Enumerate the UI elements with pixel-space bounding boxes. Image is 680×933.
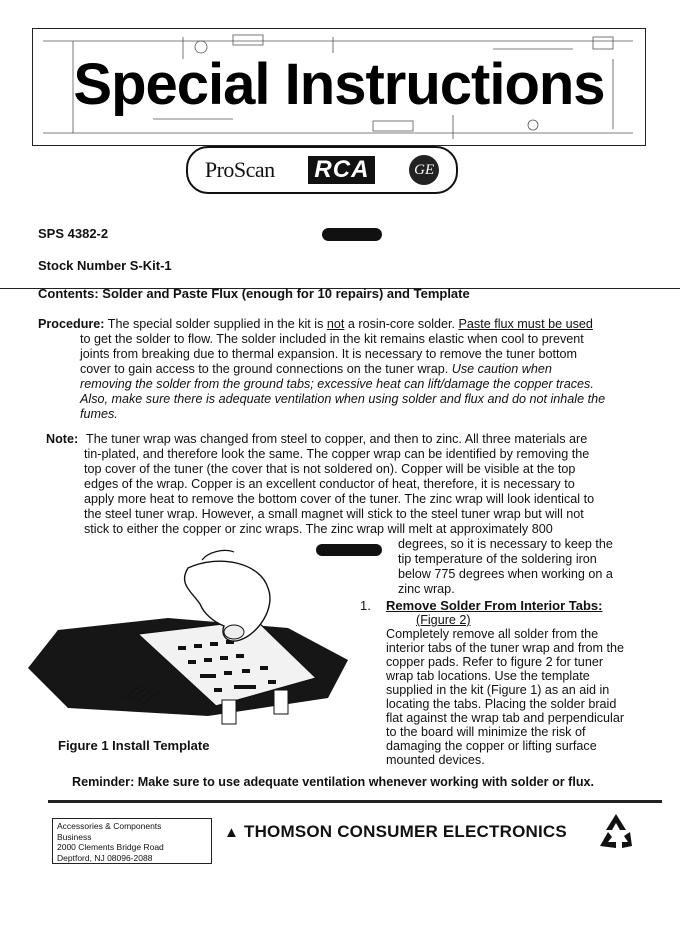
note-line: tin-plated, and therefore look the same. The copper wrap can be identified by removing the (84, 447, 590, 461)
note-line: top cover of the tuner (the cover that is not soldered on). Copper will be visible at the top (84, 462, 576, 476)
step-1-line: damaging the copper or lifting surface (386, 739, 597, 753)
step-1-line: mounted devices. (386, 753, 485, 767)
redaction-mark (322, 228, 382, 241)
header-banner (32, 28, 646, 146)
address-line: Accessories & Components (57, 821, 162, 831)
procedure-line-1: Procedure: The special solder supplied in the kit is not a rosin-core solder. Paste flux must be used (38, 317, 593, 331)
step-1-line: interior tabs of the tuner wrap and from the (386, 641, 625, 655)
step-1-line: Completely remove all solder from the (386, 627, 599, 641)
stock-number: Stock Number S-Kit-1 (38, 258, 172, 273)
figure-1-illustration (28, 548, 358, 738)
procedure-line: joints from breaking due to thermal expansion. It is necessary to remove the tuner bottom (80, 347, 578, 361)
recycle-icon (596, 812, 636, 850)
procedure-line: Also, make sure there is adequate ventilation when using solder and flux and do not inhale the (80, 392, 606, 406)
procedure-label: Procedure: (38, 317, 105, 331)
note-line: zinc wrap. (398, 582, 455, 596)
step-1-line: copper pads. Refer to figure 2 for tuner (386, 655, 604, 669)
address-line: Business (57, 831, 92, 842)
address-line: 2000 Clements Bridge Road (57, 842, 164, 852)
company-name: ▲ THOMSON CONSUMER ELECTRONICS (224, 822, 567, 841)
sps-number: SPS 4382-2 (38, 226, 109, 241)
step-1-line: to the board will minimize the risk of (386, 725, 586, 739)
step-1-figure-ref: (Figure 2) (416, 613, 471, 627)
procedure-line: to get the solder to flow. The solder included in the kit remains elastic when cool to prevent (80, 332, 584, 346)
footer-address-box (52, 818, 212, 864)
rca-logo: RCA (308, 156, 375, 184)
note-line: apply more heat to remove the bottom cover of the tuner. The zinc wrap will look identical to (84, 492, 595, 506)
note-line: degrees, so it is necessary to keep the (398, 537, 613, 551)
procedure-line: fumes. (80, 407, 118, 421)
reminder: Reminder: Make sure to use adequate ventilation whenever working with solder or flux. (72, 775, 595, 789)
step-1-number: 1. (360, 598, 371, 613)
thomson-logo-icon: ▲ (224, 824, 240, 841)
footer-rule (48, 800, 662, 803)
proscan-logo: ProScan (204, 157, 275, 182)
procedure-line: removing the solder from the ground tabs; excessive heat can lift/damage the copper traces. (80, 377, 594, 391)
ge-logo: GE (409, 155, 439, 185)
note-line: tip temperature of the soldering iron (398, 552, 597, 566)
step-1-line: flat against the wrap tab and perpendicular (386, 711, 625, 725)
note-line: edges of the wrap. Copper is an excellent conductor of heat, therefore, it is necessary to (84, 477, 575, 491)
address-line: Deptford, NJ 08096-2088 (57, 852, 153, 863)
note-line: below 775 degrees when working on a (398, 567, 613, 581)
page-title: Special Instructions (73, 52, 605, 117)
procedure-line: cover to gain access to the ground connections on the tuner wrap. Use caution when (80, 362, 552, 376)
note-line: The tuner wrap was changed from steel to copper, and then to zinc. All three materials are (86, 432, 588, 446)
note-label: Note: (46, 432, 79, 446)
brand-logos (186, 146, 458, 194)
template-tab (222, 700, 236, 724)
step-1-line: supplied in the kit (Figure 1) as an aid in (386, 683, 610, 697)
step-1-title: Remove Solder From Interior Tabs: (386, 598, 603, 613)
contents-line: Contents: Solder and Paste Flux (enough for 10 repairs) and Template (38, 286, 470, 301)
note-line: the steel tuner wrap. However, a small magnet will stick to the steel tuner wrap but will not (84, 507, 584, 521)
step-1-line: locating the tabs. Placing the solder braid (386, 697, 617, 711)
note-line: stick to either the copper or zinc wraps. The zinc wrap will melt at approximately 800 (84, 522, 553, 536)
figure-1-caption: Figure 1 Install Template (58, 738, 210, 753)
template-tab (274, 690, 288, 714)
fingernail (224, 625, 244, 639)
step-1-line: wrap tab locations. Use the template (386, 669, 590, 683)
